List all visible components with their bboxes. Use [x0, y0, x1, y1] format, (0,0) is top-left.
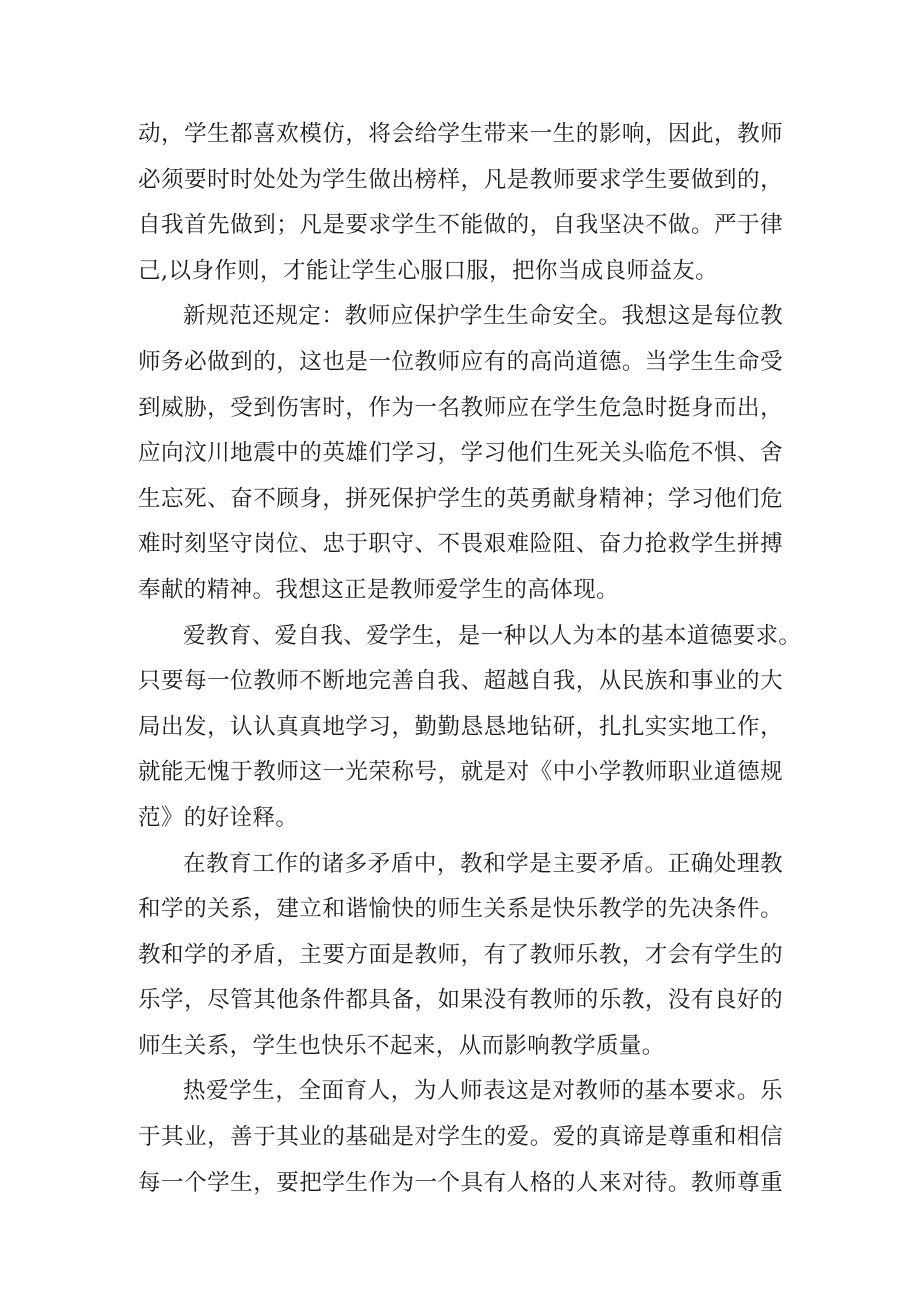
text-line: 到威胁，受到伤害时，作为一名教师应在学生危急时挺身而出，	[138, 394, 783, 421]
paragraph	[138, 294, 783, 613]
text-line: 必须要时时处处为学生做出榜样，凡是教师要求学生要做到的，	[138, 166, 783, 193]
text-line: 热爱学生，全面育人，为人师表这是对教师的基本要求。乐	[183, 1078, 783, 1105]
text-line: 和学的关系，建立和谐愉快的师生关系是快乐教学的先决条件。	[138, 896, 783, 923]
text-line: 于其业，善于其业的基础是对学生的爱。爱的真谛是尊重和相信	[138, 1124, 783, 1151]
paragraph	[138, 1069, 783, 1206]
paragraph	[138, 112, 783, 294]
text-line: 生忘死、奋不顾身，拼死保护学生的英勇献身精神；学习他们危	[138, 485, 783, 512]
paragraph	[138, 842, 783, 1070]
text-line: 师生关系，学生也快乐不起来，从而影响教学质量。	[138, 1032, 665, 1059]
text-line: 应向汶川地震中的英雄们学习，学习他们生死关头临危不惧、舍	[138, 440, 783, 467]
text-line: 乐学，尽管其他条件都具备，如果没有教师的乐教，没有良好的	[138, 987, 783, 1014]
text-line: 自我首先做到；凡是要求学生不能做的，自我坚决不做。严于律	[138, 212, 783, 239]
text-line: 就能无愧于教师这一光荣称号，就是对《中小学教师职业道德规	[138, 759, 783, 786]
text-line: 难时刻坚守岗位、忠于职守、不畏艰难险阻、奋力抢救学生拼搏	[138, 531, 783, 558]
text-line: 每一个学生，要把学生作为一个具有人格的人来对待。教师尊重	[138, 1169, 783, 1196]
text-line: 局出发，认认真真地学习，勤勤恳恳地钻研，扎扎实实地工作，	[138, 713, 783, 740]
text-line: 在教育工作的诸多矛盾中，教和学是主要矛盾。正确处理教	[183, 850, 783, 877]
text-line: 新规范还规定：教师应保护学生生命安全。我想这是每位教	[183, 303, 783, 330]
text-line: 范》的好诠释。	[138, 804, 299, 831]
text-line: 动，学生都喜欢模仿，将会给学生带来一生的影响，因此，教师	[138, 121, 783, 147]
text-line: 教和学的矛盾，主要方面是教师，有了教师乐教，才会有学生的	[138, 941, 783, 968]
text-line: 爱教育、爱自我、爱学生，是一种以人为本的基本道德要求。	[183, 622, 802, 649]
text-line: 只要每一位教师不断地完善自我、超越自我，从民族和事业的大	[138, 668, 783, 695]
paragraph	[138, 614, 802, 842]
text-line: 己,以身作则，才能让学生心服口服，把你当成良师益友。	[138, 257, 719, 284]
text-line: 师务必做到的，这也是一位教师应有的高尚道德。当学生生命受	[138, 348, 783, 375]
text-line: 奉献的精神。我想这正是教师爱学生的高体现。	[138, 576, 619, 603]
body-text	[138, 112, 802, 1206]
